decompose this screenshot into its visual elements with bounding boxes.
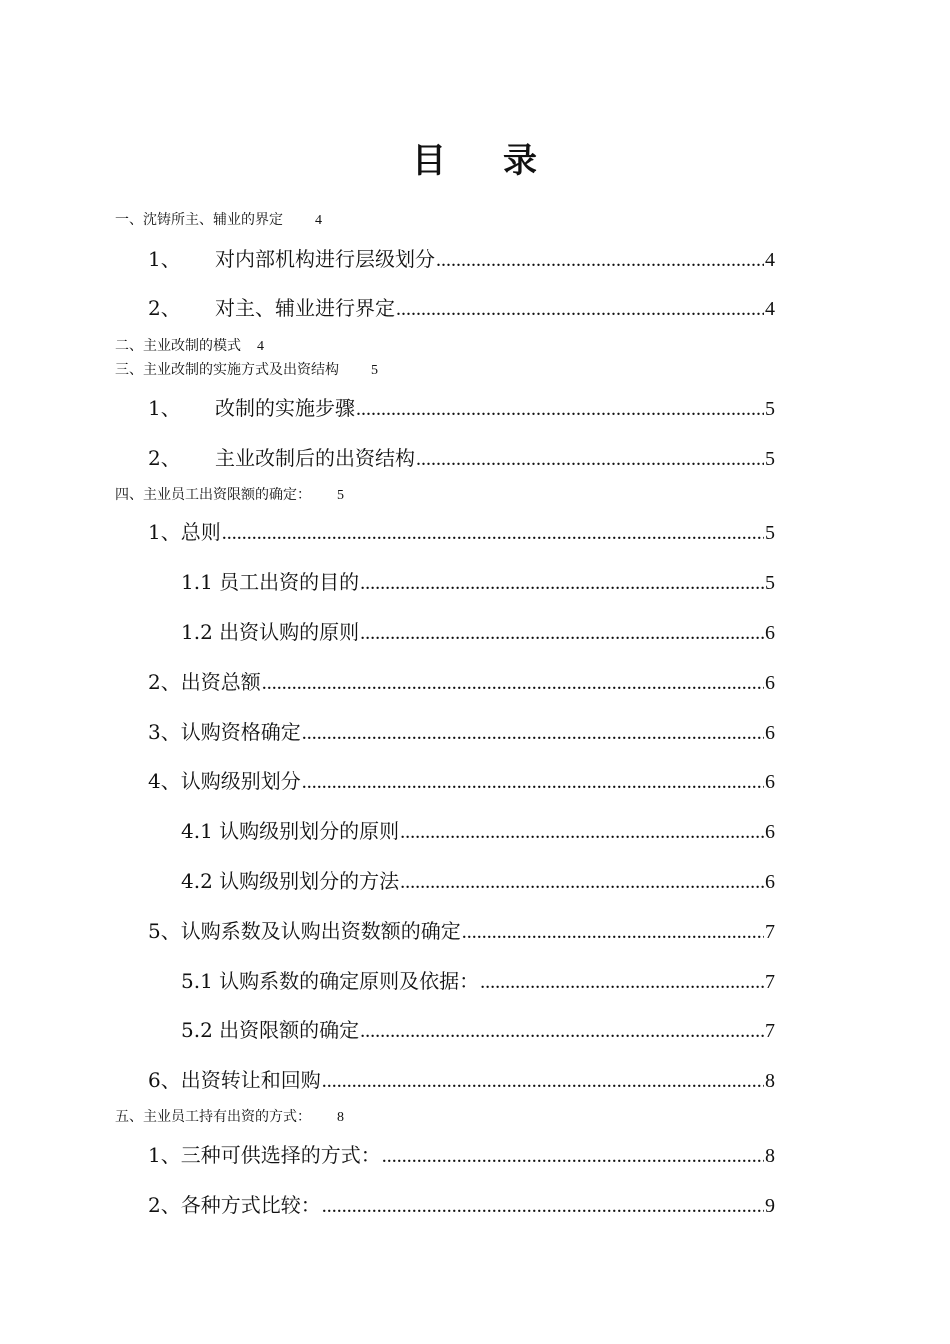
- toc-entry-page: 5: [765, 522, 775, 544]
- toc-entry-number: 1、: [148, 247, 181, 271]
- toc-entry-4-5[interactable]: [148, 917, 775, 946]
- toc-entry-4-5-1[interactable]: [181, 967, 775, 996]
- toc-entry-page: 7: [765, 921, 775, 943]
- toc-entry-page: 6: [765, 722, 775, 744]
- toc-entry-page: 7: [765, 971, 775, 993]
- toc-entry-section-3[interactable]: [115, 361, 378, 380]
- toc-leader-dots: [222, 519, 764, 547]
- toc-entry-label: 1.2 出资认购的原则: [181, 620, 360, 644]
- toc-entry-page: 5: [337, 488, 344, 503]
- toc-leader-dots: [356, 395, 764, 423]
- toc-entry-page: 9: [765, 1195, 775, 1217]
- toc-entry-page: 7: [765, 1020, 775, 1042]
- toc-entry-4-4[interactable]: [148, 767, 775, 796]
- toc-entry-number: 2、: [148, 446, 181, 470]
- toc-entry-4-2[interactable]: [148, 668, 775, 697]
- toc-entry-label: 二、主业改制的模式: [115, 338, 241, 354]
- toc-entry-label: 1、三种可供选择的方式：: [148, 1143, 381, 1167]
- toc-entry-number: 1、: [148, 396, 181, 420]
- toc-entry-label: 5、认购系数及认购出资数额的确定: [148, 919, 461, 943]
- toc-entry-label: 改制的实施步骤: [215, 396, 355, 420]
- toc-leader-dots: [302, 719, 764, 747]
- toc-entry-section-5[interactable]: [115, 1108, 344, 1127]
- toc-leader-dots: [262, 669, 764, 697]
- page-title: [0, 133, 950, 182]
- toc-entry-page: 4: [765, 298, 775, 320]
- toc-entry-label: 4.2 认购级别划分的方法: [181, 869, 400, 893]
- title-char-2: 录: [503, 141, 538, 181]
- toc-entry-4-4-1[interactable]: [181, 817, 775, 846]
- toc-entry-page: 4: [257, 339, 264, 354]
- toc-entry-label: 6、出资转让和回购: [148, 1068, 321, 1092]
- toc-entry-4-5-2[interactable]: [181, 1016, 775, 1045]
- toc-entry-page: 6: [765, 821, 775, 843]
- toc-entry-5-1[interactable]: [148, 1141, 775, 1170]
- toc-entry-page: 5: [371, 363, 378, 378]
- toc-entry-page: 8: [337, 1110, 344, 1125]
- toc-entry-page: 5: [765, 572, 775, 594]
- toc-leader-dots: [400, 868, 764, 896]
- toc-entry-section-2[interactable]: [115, 337, 264, 356]
- toc-entry-page: 6: [765, 622, 775, 644]
- toc-entry-3-2[interactable]: [148, 444, 775, 473]
- toc-entry-label: 1、总则: [148, 520, 221, 544]
- toc-entry-4-6[interactable]: [148, 1066, 775, 1095]
- toc-entry-5-2[interactable]: [148, 1191, 775, 1220]
- toc-leader-dots: [462, 918, 764, 946]
- toc-leader-dots: [416, 445, 764, 473]
- toc-entry-page: 4: [765, 249, 775, 271]
- toc-leader-dots: [302, 768, 764, 796]
- title-char-1: 目: [412, 141, 447, 181]
- toc-entry-page: 5: [765, 398, 775, 420]
- toc-leader-dots: [436, 246, 764, 274]
- toc-leader-dots: [382, 1142, 764, 1170]
- toc-leader-dots: [400, 818, 764, 846]
- toc-entry-4-1-1[interactable]: [181, 568, 775, 597]
- toc-entry-4-4-2[interactable]: [181, 867, 775, 896]
- toc-entry-label: 2、各种方式比较：: [148, 1193, 321, 1217]
- toc-entry-4-1[interactable]: [148, 518, 775, 547]
- toc-entry-label: 对内部机构进行层级划分: [215, 247, 435, 271]
- toc-entry-3-1[interactable]: [148, 394, 775, 423]
- toc-entry-label: 5.1 认购系数的确定原则及依据：: [181, 969, 480, 993]
- toc-entry-label: 1.1 员工出资的目的: [181, 570, 360, 594]
- toc-entry-4-1-2[interactable]: [181, 618, 775, 647]
- toc-entry-page: 4: [315, 213, 322, 228]
- toc-entry-page: 6: [765, 871, 775, 893]
- toc-entry-label: 4.1 认购级别划分的原则: [181, 819, 400, 843]
- toc-entry-page: 8: [765, 1070, 775, 1092]
- toc-entry-label: 五、主业员工持有出资的方式：: [115, 1109, 311, 1125]
- toc-leader-dots: [360, 619, 764, 647]
- toc-entry-page: 8: [765, 1145, 775, 1167]
- toc-leader-dots: [396, 295, 764, 323]
- toc-entry-page: 6: [765, 771, 775, 793]
- toc-entry-1-2[interactable]: [148, 294, 775, 323]
- toc-entry-1-1[interactable]: [148, 245, 775, 274]
- toc-leader-dots: [322, 1067, 764, 1095]
- toc-entry-label: 四、主业员工出资限额的确定：: [115, 487, 311, 503]
- toc-entry-label: 对主、辅业进行界定: [215, 296, 395, 320]
- toc-entry-label: 5.2 出资限额的确定: [181, 1018, 360, 1042]
- toc-entry-page: 6: [765, 672, 775, 694]
- toc-leader-dots: [322, 1192, 764, 1220]
- toc-entry-section-4[interactable]: [115, 486, 344, 505]
- toc-entry-label: 4、认购级别划分: [148, 769, 301, 793]
- toc-entry-label: 3、认购资格确定: [148, 720, 301, 744]
- toc-entry-section-1[interactable]: [115, 211, 322, 230]
- toc-leader-dots: [360, 569, 764, 597]
- toc-entry-label: 一、沈铸所主、辅业的界定: [115, 212, 283, 228]
- toc-entry-number: 2、: [148, 296, 181, 320]
- toc-entry-label: 主业改制后的出资结构: [215, 446, 415, 470]
- toc-leader-dots: [480, 968, 764, 996]
- toc-leader-dots: [360, 1017, 764, 1045]
- toc-entry-page: 5: [765, 448, 775, 470]
- toc-entry-label: 2、出资总额: [148, 670, 261, 694]
- toc-entry-4-3[interactable]: [148, 718, 775, 747]
- toc-entry-label: 三、主业改制的实施方式及出资结构: [115, 362, 339, 378]
